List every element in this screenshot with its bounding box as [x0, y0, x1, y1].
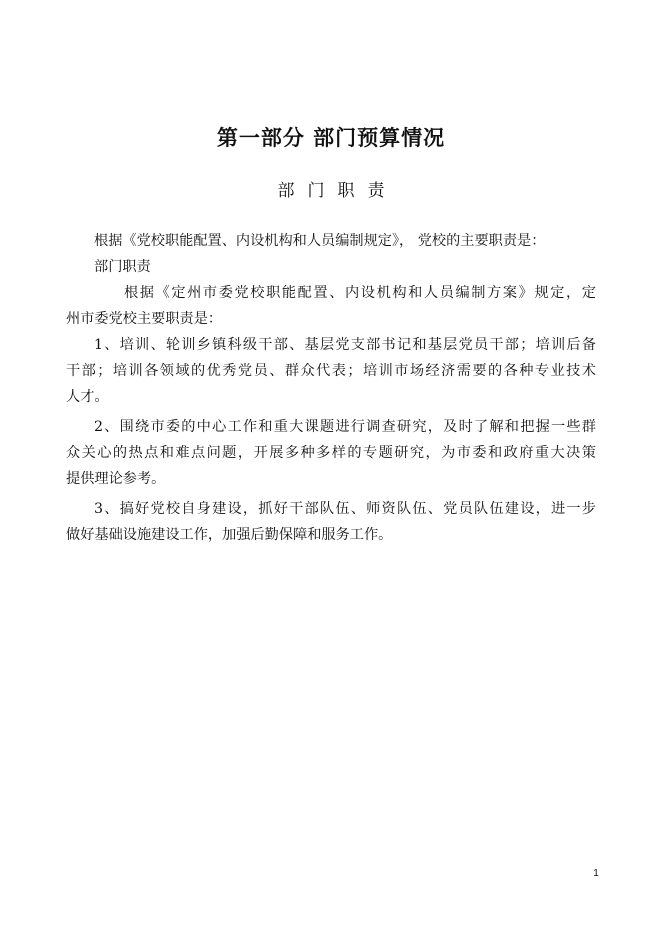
document-body: [66, 228, 596, 548]
list-item-3-line: 3、搞好党校自身建设，抓好干部队伍、师资队伍、党员队伍建设，进一步: [94, 501, 596, 517]
page-title: 第一部分 部门预算情况: [216, 125, 446, 150]
list-item-1-line: 人才。: [66, 389, 109, 405]
page-number: 1: [593, 868, 599, 879]
list-item-3-line: 做好基础设施建设工作，加强后勤保障和服务工作。: [66, 527, 393, 543]
list-item-2-line: 2、围绕市委的中心工作和重大课题进行调查研究，及时了解和把握一些群: [94, 419, 596, 435]
intro-paragraph: 根据《党校职能配置、内设机构和人员编制规定》， 党校的主要职责是：: [94, 233, 546, 249]
paragraph-line: 州市委党校主要职责是：: [66, 311, 223, 327]
section-heading: 部门职责: [277, 181, 398, 201]
section-label: 部门职责: [94, 259, 151, 275]
list-item-2-line: 众关心的热点和难点问题，开展多种多样的专题研究，为市委和政府重大决策: [66, 445, 596, 461]
list-item-1-line: 干部；培训各领域的优秀党员、群众代表；培训市场经济需要的各种专业技术: [66, 363, 596, 379]
list-item-1-line: 1、培训、轮训乡镇科级干部、基层党支部书记和基层党员干部；培训后备: [94, 337, 596, 353]
list-item-2-line: 提供理论参考。: [66, 471, 166, 487]
paragraph-line: 根据《定州市委党校职能配置、内设机构和人员编制方案》规定，定: [124, 285, 596, 301]
